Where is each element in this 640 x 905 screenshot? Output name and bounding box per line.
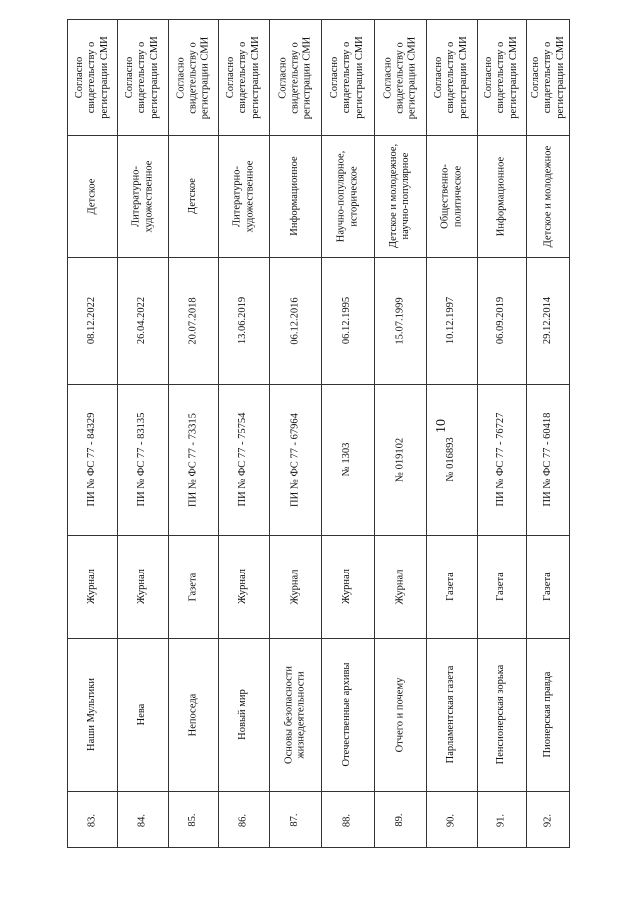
distribution-note: Согласно свидетельству о регистрации СМИ	[74, 36, 110, 119]
registration-date: 15.07.1999	[393, 296, 405, 345]
publication-category: Детское	[86, 178, 98, 214]
publication-type: Журнал	[86, 569, 98, 605]
distribution-note: Согласно свидетельству о регистрации СМИ	[530, 36, 566, 119]
publication-category: Детское	[186, 178, 198, 214]
registration-number: № 016893	[445, 437, 457, 482]
distribution-note: Согласно свидетельству о регистрации СМИ	[433, 36, 469, 119]
registration-date: 13.06.2019	[237, 296, 249, 345]
page-number: 10	[434, 419, 449, 433]
row-number: 85.	[186, 813, 198, 827]
registration-number: ПИ № ФС 77 - 75754	[237, 412, 249, 507]
row-divider	[321, 20, 322, 847]
publication-type: Газета	[186, 572, 198, 601]
distribution-note: Согласно свидетельству о регистрации СМИ	[124, 36, 160, 119]
publication-title: Новый мир	[237, 689, 249, 740]
publication-title: Пенсионерская зорька	[495, 664, 507, 765]
publication-category: Детское и молодежное	[542, 145, 554, 247]
registration-number: ПИ № ФС 77 - 67964	[288, 412, 300, 507]
publication-type: Журнал	[341, 569, 353, 605]
column-divider	[68, 535, 569, 536]
publication-category: Информационное	[288, 156, 300, 236]
registration-number: ПИ № ФС 77 - 60418	[542, 412, 554, 507]
publication-category: Детское и молодежное, научно-популярное	[387, 143, 411, 249]
distribution-note: Согласно свидетельству о регистрации СМИ	[483, 36, 519, 119]
row-number: 90.	[445, 813, 457, 827]
row-divider	[374, 20, 375, 847]
publication-title: Отечественные архивы	[341, 662, 353, 767]
distribution-note: Согласно свидетельству о регистрации СМИ	[174, 36, 211, 119]
row-number: 84.	[136, 813, 148, 827]
column-divider	[68, 135, 569, 136]
publication-title: Парламентская газета	[445, 665, 457, 764]
distribution-note: Согласно свидетельству о регистрации СМИ	[381, 36, 418, 119]
row-number: 91.	[495, 813, 507, 827]
row-divider	[526, 20, 527, 847]
publication-type: Газета	[495, 572, 507, 601]
column-divider	[68, 384, 569, 385]
row-number: 86.	[237, 813, 249, 827]
registration-number: ПИ № ФС 77 - 83135	[136, 412, 148, 507]
registration-number: № 1303	[341, 442, 353, 477]
row-divider	[218, 20, 219, 847]
publication-title: Отчего и почему	[393, 677, 405, 752]
row-divider	[168, 20, 169, 847]
registration-date: 10.12.1997	[445, 296, 457, 345]
row-divider	[269, 20, 270, 847]
row-number: 88.	[341, 813, 353, 827]
column-divider	[68, 257, 569, 258]
registration-date: 06.12.1995	[341, 296, 353, 345]
distribution-note: Согласно свидетельству о регистрации СМИ	[225, 36, 261, 119]
publication-type: Журнал	[237, 569, 249, 605]
row-number: 89.	[393, 813, 405, 827]
registration-date: 29.12.2014	[542, 296, 554, 345]
registration-number: ПИ № ФС 77 - 76727	[495, 412, 507, 507]
publication-category: Научно-популярное, историческое	[335, 150, 359, 242]
registration-date: 06.09.2019	[495, 296, 507, 345]
column-divider	[68, 791, 569, 792]
distribution-note: Согласно свидетельству о регистрации СМИ	[276, 36, 313, 119]
row-divider	[117, 20, 118, 847]
registration-number: ПИ № ФС 77 - 84329	[86, 412, 98, 507]
row-number: 87.	[288, 813, 300, 827]
row-number: 83.	[86, 813, 98, 827]
publication-type: Газета	[445, 572, 457, 601]
column-divider	[68, 638, 569, 639]
row-divider	[426, 20, 427, 847]
row-number: 92.	[542, 813, 554, 827]
publication-type: Газета	[542, 572, 554, 601]
publication-title: Нева	[136, 703, 148, 726]
registration-number: ПИ № ФС 77 - 73315	[186, 412, 198, 507]
publication-type: Журнал	[393, 569, 405, 605]
publication-title: Основы безопасности жизнедеятельности	[282, 665, 306, 764]
publication-category: Общественно- политическое	[439, 163, 463, 229]
publication-category: Информационное	[495, 156, 507, 236]
publication-title: Наши Мультики	[86, 678, 98, 751]
registration-date: 26.04.2022	[136, 296, 148, 345]
distribution-note: Согласно свидетельству о регистрации СМИ	[329, 36, 365, 119]
registry-table	[67, 19, 570, 848]
publication-type: Журнал	[288, 569, 300, 605]
publication-title: Непоседа	[186, 693, 198, 736]
publication-type: Журнал	[136, 569, 148, 605]
publication-category: Литературно- художественное	[130, 160, 154, 232]
publication-category: Литературно- художественное	[231, 160, 255, 232]
registration-date: 20.07.2018	[186, 296, 198, 345]
registration-date: 06.12.2016	[288, 296, 300, 345]
registration-number: № 019102	[393, 437, 405, 482]
publication-title: Пионерская правда	[542, 671, 554, 758]
row-divider	[477, 20, 478, 847]
registration-date: 08.12.2022	[86, 296, 98, 345]
